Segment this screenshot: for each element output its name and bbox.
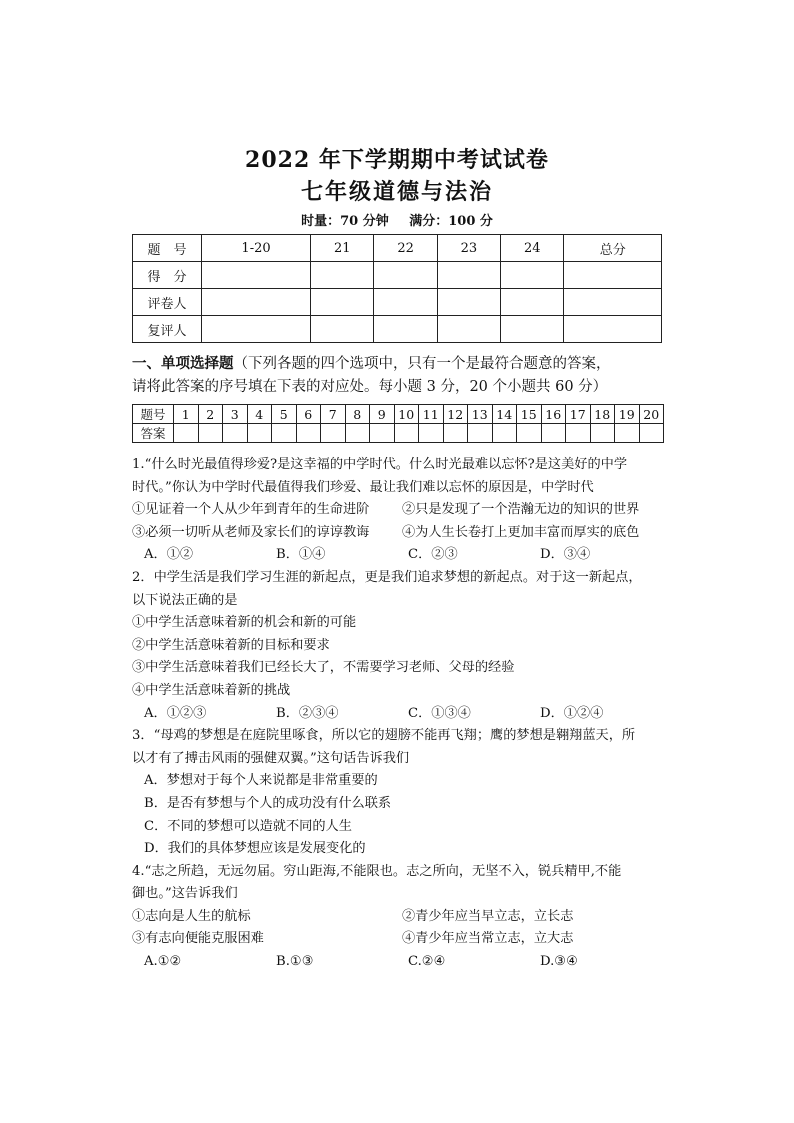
option[interactable]: C．①③④ [408, 705, 471, 721]
answer-number-cell: 5 [272, 405, 297, 424]
option[interactable]: D．③④ [540, 547, 591, 563]
answer-options [132, 544, 672, 567]
answer-options [132, 703, 672, 726]
statement-pair [132, 928, 672, 951]
answer-number-cell: 8 [345, 405, 370, 424]
answer-number-cell: 15 [517, 405, 542, 424]
answer-blank-cell[interactable] [443, 424, 468, 443]
score-cell[interactable] [501, 316, 564, 343]
statement: ④中学生活意味着新的挑战 [132, 682, 291, 698]
score-cell[interactable] [564, 262, 662, 289]
option[interactable]: D．我们的具体梦想应该是发展变化的 [144, 841, 366, 857]
answer-number-cell: 16 [541, 405, 566, 424]
answer-blank-cell[interactable] [492, 424, 517, 443]
answer-blank-cell[interactable] [272, 424, 297, 443]
answer-blank-cell[interactable] [247, 424, 272, 443]
section-line [132, 352, 672, 376]
statement: ④青少年应当常立志，立大志 [402, 931, 574, 947]
score-header-cell: 22 [374, 235, 437, 262]
answer-number-cell: 1 [174, 405, 199, 424]
statement: ③中学生活意味着我们已经长大了，不需要学习老师、父母的经验 [132, 660, 515, 676]
answer-blank-cell[interactable] [639, 424, 664, 443]
score-row-label: 复评人 [133, 316, 202, 343]
answer-blank-cell[interactable] [468, 424, 493, 443]
questions [132, 454, 672, 974]
question-stem: 4.“志之所趋，无远勿届。穷山距海,不能限也。志之所向，无坚不入，锐兵精甲,不能 [132, 863, 622, 879]
score-cell[interactable] [202, 289, 311, 316]
answer-blank-cell[interactable] [517, 424, 542, 443]
option[interactable]: D.③④ [540, 954, 578, 970]
answer-blank-cell[interactable] [541, 424, 566, 443]
score-cell[interactable] [437, 262, 500, 289]
option[interactable]: C．②③ [408, 547, 458, 563]
answer-blank-row [133, 424, 664, 443]
question-stem: 2．中学生活是我们学习生涯的新起点，更是我们追求梦想的新起点。对于这一新起点， [132, 569, 642, 585]
score-cell[interactable] [501, 289, 564, 316]
statement: ①志向是人生的航标 [132, 908, 251, 924]
statement-pair [132, 499, 672, 522]
statement: ③有志向便能克服困难 [132, 931, 264, 947]
score-cell[interactable] [374, 289, 437, 316]
answer-options [132, 951, 672, 974]
score-header-cell: 23 [437, 235, 500, 262]
score-cell[interactable] [564, 316, 662, 343]
exam-meta [0, 210, 794, 229]
question-stem: 1.“什么时光最值得珍爱?是这幸福的中学时代。什么时光最难以忘怀?是这美好的中学 [132, 457, 628, 472]
option[interactable]: D．①②④ [540, 705, 604, 721]
option[interactable]: B．②③④ [276, 705, 339, 721]
score-cell[interactable] [202, 316, 311, 343]
answer-blank-cell[interactable] [590, 424, 615, 443]
exam-time: 时量：70 分钟 [301, 214, 389, 229]
score-cell[interactable] [311, 316, 374, 343]
option[interactable]: C．不同的梦想可以造就不同的人生 [144, 818, 352, 834]
answer-number-cell: 18 [590, 405, 615, 424]
score-cell[interactable] [437, 289, 500, 316]
statement-pair [132, 906, 672, 929]
section-instruction: （下列各题的四个选项中，只有一个是最符合题意的答案， [233, 356, 611, 372]
score-header-cell: 总分 [564, 235, 662, 262]
option[interactable]: A．梦想对于每个人来说都是非常重要的 [144, 773, 378, 789]
answer-row-label: 题号 [133, 405, 174, 424]
score-table-row [133, 289, 662, 316]
answer-number-cell: 2 [198, 405, 223, 424]
score-row-label: 评卷人 [133, 289, 202, 316]
score-table-header-row [133, 235, 662, 262]
score-table-row [133, 262, 662, 289]
section-title: 一、单项选择题 [132, 355, 234, 372]
question-stem: 3．“母鸡的梦想是在庭院里啄食，所以它的翅膀不能再飞翔；鹰的梦想是翱翔蓝天，所 [132, 728, 636, 744]
answer-blank-cell[interactable] [174, 424, 199, 443]
answer-number-cell: 19 [615, 405, 640, 424]
statement: ①中学生活意味着新的机会和新的可能 [132, 615, 357, 631]
option[interactable]: A．①②③ [144, 705, 207, 721]
answer-number-cell: 11 [419, 405, 444, 424]
score-cell[interactable] [374, 316, 437, 343]
score-header-cell: 21 [311, 235, 374, 262]
answer-number-cell: 12 [443, 405, 468, 424]
question-stem: 以才有了搏击风雨的强健双翼。”这句话告诉我们 [132, 750, 410, 766]
score-header-cell: 1-20 [202, 235, 311, 262]
answer-blank-cell[interactable] [223, 424, 248, 443]
question-stem: 时代。”你认为中学时代最值得我们珍爱、最让我们难以忘怀的原因是，中学时代 [132, 479, 594, 495]
statement: ②青少年应当早立志，立长志 [402, 908, 574, 924]
score-cell[interactable] [202, 262, 311, 289]
answer-number-cell: 4 [247, 405, 272, 424]
question-stem: 御也。”这告诉我们 [132, 886, 238, 902]
answer-number-cell: 13 [468, 405, 493, 424]
answer-blank-cell[interactable] [394, 424, 419, 443]
score-cell[interactable] [311, 262, 374, 289]
answer-blank-cell[interactable] [615, 424, 640, 443]
option[interactable]: B．①④ [276, 547, 326, 563]
option[interactable]: B．是否有梦想与个人的成功没有什么联系 [144, 795, 392, 811]
option[interactable]: A.①② [144, 954, 182, 970]
answer-blank-cell[interactable] [296, 424, 321, 443]
answer-number-cell: 20 [639, 405, 664, 424]
statement: ④为人生长卷打上更加丰富而厚实的底色 [402, 524, 640, 540]
option[interactable]: C.②④ [408, 954, 446, 970]
score-cell[interactable] [437, 316, 500, 343]
exam-title: 2022 年下学期期中考试试卷 [245, 147, 549, 173]
score-cell[interactable] [564, 289, 662, 316]
score-cell[interactable] [501, 262, 564, 289]
score-row-label: 得 分 [133, 262, 202, 289]
answer-row-label: 答案 [133, 424, 174, 443]
answer-number-cell: 3 [223, 405, 248, 424]
answer-table [132, 404, 664, 443]
statement: ②只是发现了一个浩瀚无边的知识的世界 [402, 502, 640, 518]
answer-number-cell: 10 [394, 405, 419, 424]
answer-number-row [133, 405, 664, 424]
statement: ①见证着一个人从少年到青年的生命进阶 [132, 502, 370, 518]
statement-pair [132, 522, 672, 545]
section-instruction: 请将此答案的序号填在下表的对应处。每小题 3 分，20 个小题共 60 分） [132, 379, 608, 395]
answer-number-cell: 17 [566, 405, 591, 424]
statement: ③必须一切听从老师及家长们的谆谆教诲 [132, 524, 370, 540]
answer-number-cell: 9 [370, 405, 395, 424]
section-instructions [132, 352, 672, 399]
answer-blank-cell[interactable] [321, 424, 346, 443]
answer-number-cell: 6 [296, 405, 321, 424]
answer-blank-cell[interactable] [566, 424, 591, 443]
answer-blank-cell[interactable] [419, 424, 444, 443]
answer-blank-cell[interactable] [345, 424, 370, 443]
answer-blank-cell[interactable] [198, 424, 223, 443]
answer-blank-cell[interactable] [370, 424, 395, 443]
option[interactable]: A．①② [144, 547, 194, 563]
score-table [132, 234, 662, 343]
score-table-row [133, 316, 662, 343]
statement: ②中学生活意味着新的目标和要求 [132, 637, 330, 653]
exam-score: 满分：100 分 [409, 214, 493, 229]
option[interactable]: B.①③ [276, 954, 314, 970]
score-header-cell: 题 号 [133, 235, 202, 262]
score-cell[interactable] [374, 262, 437, 289]
score-cell[interactable] [311, 289, 374, 316]
answer-number-cell: 7 [321, 405, 346, 424]
score-header-cell: 24 [501, 235, 564, 262]
question-stem: 以下说法正确的是 [132, 592, 238, 608]
exam-subject: 七年级道德与法治 [300, 179, 493, 205]
answer-number-cell: 14 [492, 405, 517, 424]
